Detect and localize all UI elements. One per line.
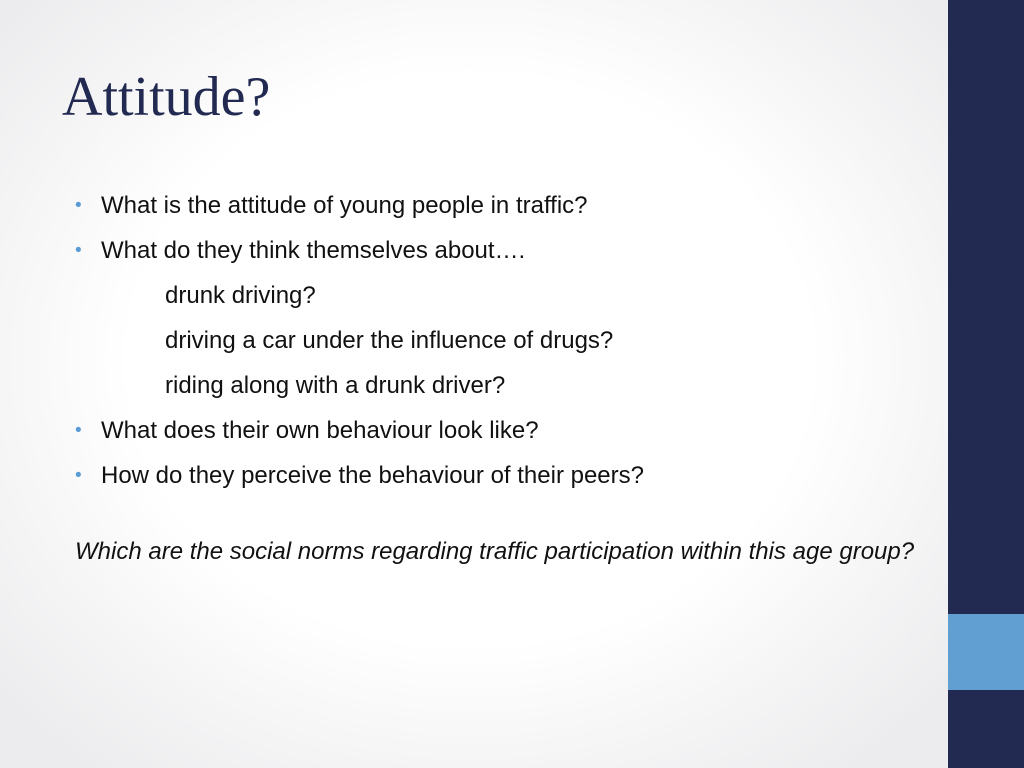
bullet-item [75,183,935,228]
bullet-icon: • [75,465,82,486]
side-accent-block [948,614,1024,690]
bullet-item [75,228,935,273]
slide-title: Attitude? [62,66,271,128]
sub-item: driving a car under the influence of drugs? [165,327,614,354]
bullet-icon: • [75,420,82,441]
bullet-item [75,408,935,453]
bullet-text: What is the attitude of young people in traffic? [101,192,588,219]
bullet-text: What do they think themselves about…. [101,237,526,264]
sub-item: riding along with a drunk driver? [165,372,506,399]
slide-content [75,183,935,571]
bullet-text: How do they perceive the behaviour of their peers? [101,462,644,489]
bullet-icon: • [75,240,82,261]
sub-item: drunk driving? [165,282,316,309]
bullet-item [75,453,935,498]
bullet-icon: • [75,195,82,216]
bullet-text: What does their own behaviour look like? [101,417,539,444]
closing-question: Which are the social norms regarding traffic participation within this age group? [75,538,915,565]
